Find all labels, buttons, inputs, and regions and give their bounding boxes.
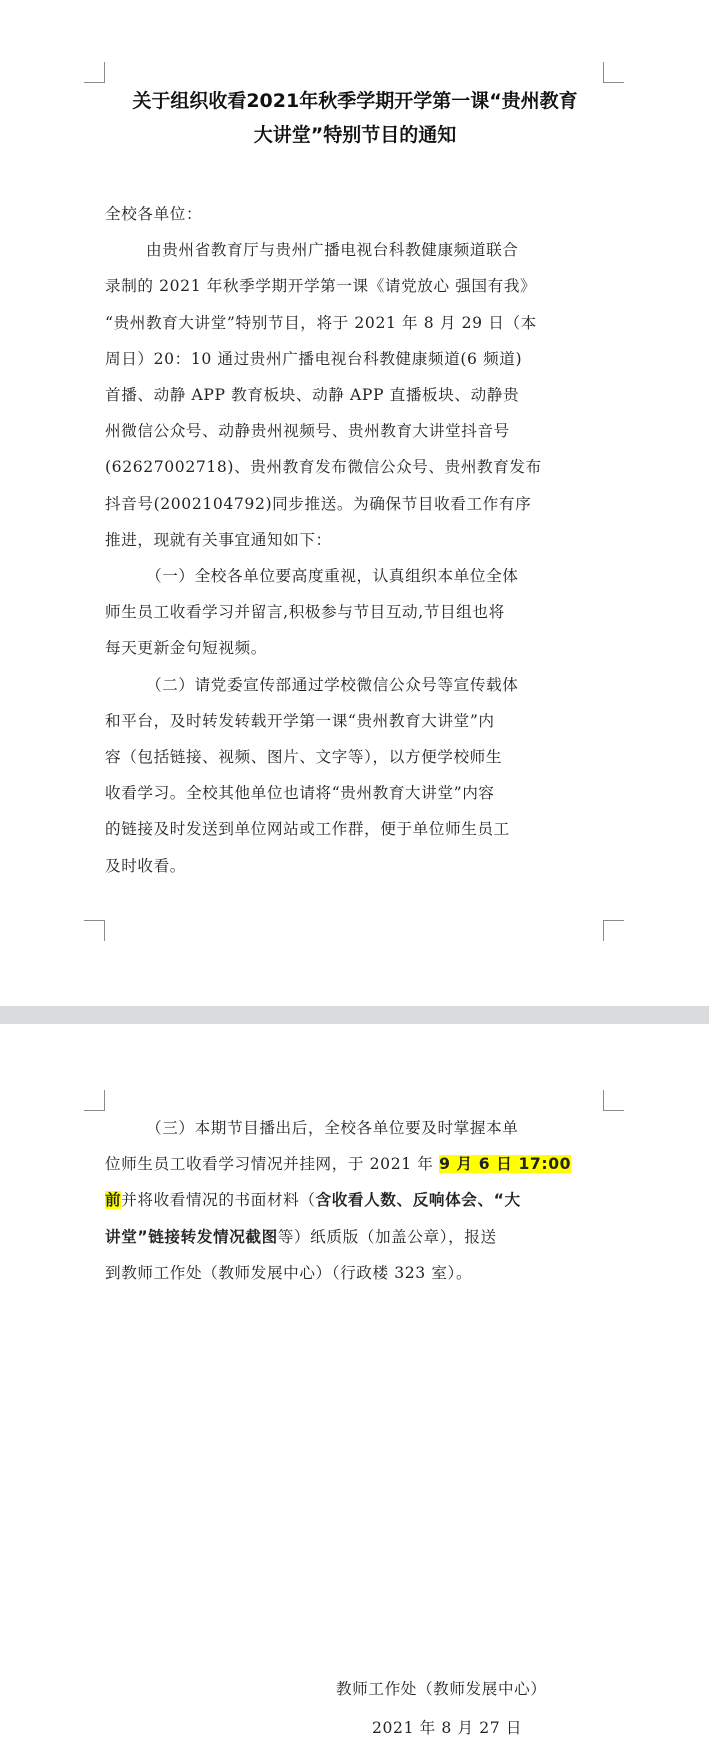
crop-mark-top-left bbox=[84, 62, 105, 83]
paragraph-line: 由贵州省教育厅与贵州广播电视台科教健康频道联合 bbox=[146, 241, 519, 260]
paragraph-line: 到教师工作处（教师发展中心）（行政楼 323 室）。 bbox=[105, 1263, 473, 1282]
document-body bbox=[105, 196, 599, 884]
paragraph-line bbox=[105, 1146, 599, 1182]
crop-mark-bottom-left bbox=[84, 920, 105, 941]
salutation: 全校各单位： bbox=[105, 205, 203, 223]
paragraph-line: 收看学习。全校其他单位也请将“贵州教育大讲堂”内容 bbox=[105, 784, 495, 803]
paragraph-item-3 bbox=[105, 1110, 599, 1291]
paragraph-line: 容（包括链接、视频、图片、文字等），以方便学校师生 bbox=[105, 748, 503, 767]
text-run: 位师生员工收看学习情况并挂网，于 2021 年 bbox=[105, 1155, 440, 1174]
deadline-highlight: 前 bbox=[105, 1191, 122, 1210]
crop-mark-top-right bbox=[603, 62, 624, 83]
paragraph-line bbox=[105, 1219, 599, 1255]
bold-text: 含收看人数、反响体会、“大 bbox=[315, 1191, 521, 1210]
paragraph-item-1 bbox=[105, 558, 599, 667]
document-title bbox=[100, 84, 610, 152]
title-line: 大讲堂”特别节目的通知 bbox=[253, 124, 457, 146]
paragraph-line bbox=[105, 1182, 599, 1218]
deadline-highlight: 9 月 6 日 17:00 bbox=[439, 1155, 572, 1174]
document-page-2 bbox=[0, 1024, 709, 1737]
paragraph-item-2 bbox=[105, 667, 599, 884]
bold-text: 讲堂”链接转发情况截图 bbox=[105, 1227, 278, 1246]
text-run: 并将收看情况的书面材料（ bbox=[121, 1191, 316, 1210]
paragraph-line: 州微信公众号、动静贵州视频号、贵州教育大讲堂抖音号 bbox=[105, 422, 510, 441]
paragraph-line: 首播、动静 APP 教育板块、动静 APP 直播板块、动静贵 bbox=[105, 386, 520, 405]
title-line: 关于组织收看2021年秋季学期开学第一课“贵州教育 bbox=[132, 90, 578, 112]
paragraph-line: 抖音号(2002104792)同步推送。为确保节目收看工作有序 bbox=[105, 494, 532, 513]
paragraph-line: 的链接及时发送到单位网站或工作群，便于单位师生员工 bbox=[105, 820, 510, 839]
crop-mark-bottom-right bbox=[603, 920, 624, 941]
paragraph-line: （三）本期节目播出后，全校各单位要及时掌握本单 bbox=[146, 1119, 519, 1137]
paragraph-line: （二）请党委宣传部通过学校微信公众号等宣传载体 bbox=[146, 675, 519, 694]
page-separator bbox=[0, 1006, 709, 1024]
paragraph-line: 周日）20：10 通过贵州广播电视台科教健康频道(6 频道) bbox=[105, 349, 523, 368]
paragraph-line: 录制的 2021 年秋季学期开学第一课《请党放心 强国有我》 bbox=[105, 277, 537, 296]
paragraph-line: （一）全校各单位要高度重视，认真组织本单位全体 bbox=[146, 567, 519, 586]
text-run: 等）纸质版（加盖公章），报送 bbox=[277, 1227, 497, 1246]
crop-mark-top-right bbox=[603, 1090, 624, 1111]
paragraph-line: 和平台，及时转发转载开学第一课“贵州教育大讲堂”内 bbox=[105, 711, 495, 730]
paragraph-line: 每天更新金句短视频。 bbox=[105, 639, 267, 658]
signature-office: 教师工作处（教师发展中心） bbox=[336, 1680, 547, 1698]
paragraph-intro bbox=[105, 232, 599, 558]
paragraph-line: “贵州教育大讲堂”特别节目，将于 2021 年 8 月 29 日（本 bbox=[105, 313, 537, 332]
signature-date: 2021 年 8 月 27 日 bbox=[372, 1719, 523, 1737]
paragraph-line: 及时收看。 bbox=[105, 856, 186, 875]
paragraph-line: (62627002718)、贵州教育发布微信公众号、贵州教育发布 bbox=[105, 458, 542, 477]
crop-mark-top-left bbox=[84, 1090, 105, 1111]
paragraph-line: 推进，现就有关事宜通知如下： bbox=[105, 530, 332, 549]
paragraph-line: 师生员工收看学习并留言,积极参与节目互动,节目组也将 bbox=[105, 603, 505, 622]
